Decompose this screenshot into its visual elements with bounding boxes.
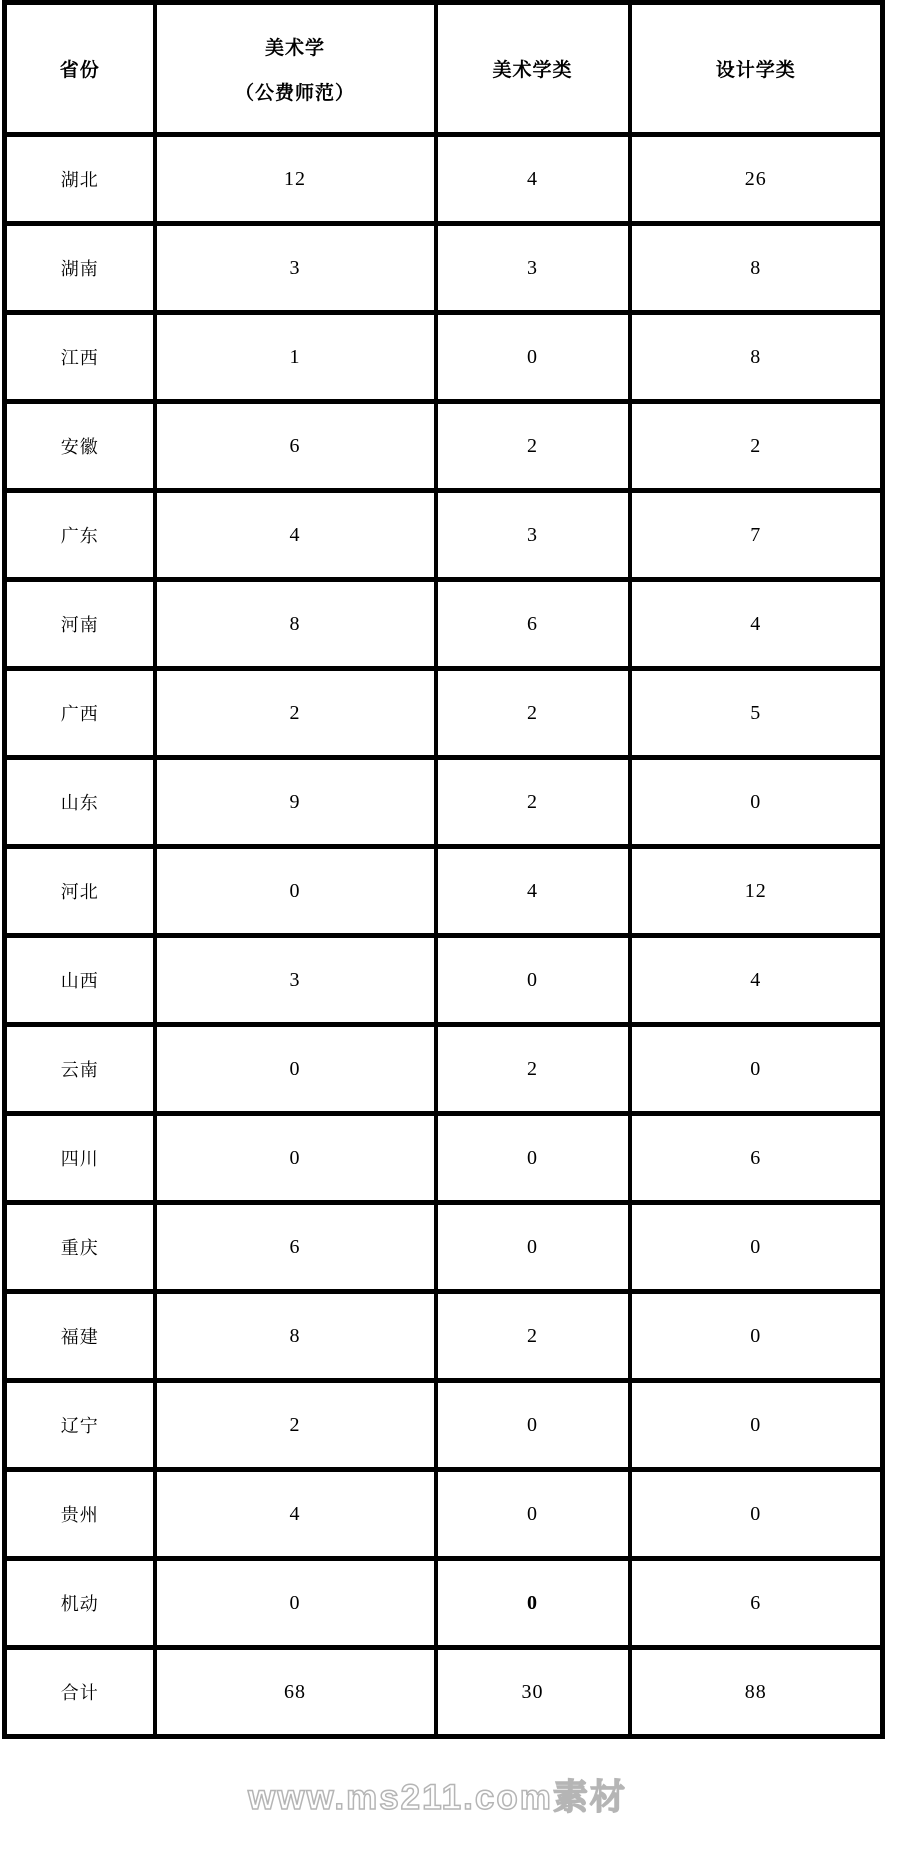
- value-cell: 1: [155, 313, 436, 402]
- table-row: [5, 1559, 883, 1648]
- value-cell: 6: [630, 1559, 883, 1648]
- value-cell: 68: [155, 1648, 436, 1737]
- table-row: [5, 580, 883, 669]
- value-cell: 2: [436, 1292, 630, 1381]
- value-cell: 12: [630, 847, 883, 936]
- column-header-art-class: [436, 3, 630, 135]
- value-cell: 7: [630, 491, 883, 580]
- province-cell: 四川: [5, 1114, 155, 1203]
- value-cell: 4: [630, 936, 883, 1025]
- table-row: [5, 1114, 883, 1203]
- province-cell: 广西: [5, 669, 155, 758]
- value-cell: 0: [630, 758, 883, 847]
- province-cell: 山西: [5, 936, 155, 1025]
- value-cell: 4: [155, 1470, 436, 1559]
- value-cell: 2: [436, 758, 630, 847]
- table-row: [5, 1381, 883, 1470]
- province-cell: 河北: [5, 847, 155, 936]
- total-label-cell: 合计: [5, 1648, 155, 1737]
- column-header-design-class-label: 设计学类: [715, 60, 796, 81]
- column-header-province-label: 省份: [59, 60, 100, 81]
- province-cell: 安徽: [5, 402, 155, 491]
- value-cell: 3: [436, 224, 630, 313]
- value-cell: 3: [155, 936, 436, 1025]
- value-cell: 12: [155, 135, 436, 224]
- value-cell: 6: [436, 580, 630, 669]
- province-cell: 河南: [5, 580, 155, 669]
- value-cell: 4: [630, 580, 883, 669]
- value-cell: 4: [155, 491, 436, 580]
- value-cell: 0: [436, 1203, 630, 1292]
- table-row: [5, 936, 883, 1025]
- province-cell: 福建: [5, 1292, 155, 1381]
- table-row: [5, 758, 883, 847]
- province-cell: 重庆: [5, 1203, 155, 1292]
- value-cell: 4: [436, 135, 630, 224]
- column-header-art-public-line1: 美术学: [264, 37, 325, 59]
- value-cell: 0: [436, 1114, 630, 1203]
- table-row: [5, 402, 883, 491]
- value-cell: 0: [436, 1381, 630, 1470]
- value-cell: 5: [630, 669, 883, 758]
- value-cell: 8: [630, 313, 883, 402]
- column-header-province: [5, 3, 155, 135]
- value-cell: 8: [155, 1292, 436, 1381]
- value-cell: 0: [630, 1381, 883, 1470]
- value-cell: 8: [155, 580, 436, 669]
- value-cell: 0: [155, 1114, 436, 1203]
- column-header-design-class: [630, 3, 883, 135]
- value-cell: 3: [436, 491, 630, 580]
- quota-table-container: [2, 0, 885, 1739]
- province-cell: 湖北: [5, 135, 155, 224]
- value-cell: 0: [436, 1470, 630, 1559]
- value-cell: 2: [155, 669, 436, 758]
- value-cell: 30: [436, 1648, 630, 1737]
- value-cell: 26: [630, 135, 883, 224]
- value-cell: 0: [630, 1292, 883, 1381]
- table-row: [5, 669, 883, 758]
- total-row: [5, 1648, 883, 1737]
- column-header-art-public: [155, 3, 436, 135]
- value-cell: 3: [155, 224, 436, 313]
- value-cell: 2: [155, 1381, 436, 1470]
- value-cell: 0: [630, 1470, 883, 1559]
- table-body: [5, 135, 883, 1737]
- value-cell: 9: [155, 758, 436, 847]
- table-row: [5, 224, 883, 313]
- value-cell: 2: [436, 669, 630, 758]
- column-header-art-public-line2: （公费师范）: [234, 82, 355, 104]
- value-cell: 2: [630, 402, 883, 491]
- value-cell: 2: [436, 1025, 630, 1114]
- value-cell: 0: [630, 1025, 883, 1114]
- province-cell: 江西: [5, 313, 155, 402]
- header-row: [5, 3, 883, 135]
- value-cell: 0: [155, 847, 436, 936]
- table-row: [5, 1203, 883, 1292]
- table-row: [5, 847, 883, 936]
- value-cell: 0: [630, 1203, 883, 1292]
- value-cell: 0: [436, 936, 630, 1025]
- province-cell: 机动: [5, 1559, 155, 1648]
- table-row: [5, 1025, 883, 1114]
- table-row: [5, 313, 883, 402]
- province-cell: 山东: [5, 758, 155, 847]
- table-row: [5, 135, 883, 224]
- province-cell: 贵州: [5, 1470, 155, 1559]
- province-quota-table: [2, 0, 885, 1739]
- value-cell: 0: [436, 313, 630, 402]
- value-cell: 8: [630, 224, 883, 313]
- value-cell: 0: [155, 1559, 436, 1648]
- value-cell: 0: [155, 1025, 436, 1114]
- province-cell: 广东: [5, 491, 155, 580]
- province-cell: 湖南: [5, 224, 155, 313]
- value-cell: 6: [155, 1203, 436, 1292]
- value-cell: 0: [436, 1559, 630, 1648]
- table-row: [5, 491, 883, 580]
- value-cell: 2: [436, 402, 630, 491]
- value-cell: 4: [436, 847, 630, 936]
- value-cell: 6: [155, 402, 436, 491]
- table-row: [5, 1470, 883, 1559]
- value-cell: 6: [630, 1114, 883, 1203]
- watermark: www.ms211.com素材: [248, 1778, 627, 1817]
- province-cell: 云南: [5, 1025, 155, 1114]
- table-row: [5, 1292, 883, 1381]
- province-cell: 辽宁: [5, 1381, 155, 1470]
- column-header-art-class-label: 美术学类: [492, 60, 573, 81]
- value-cell: 88: [630, 1648, 883, 1737]
